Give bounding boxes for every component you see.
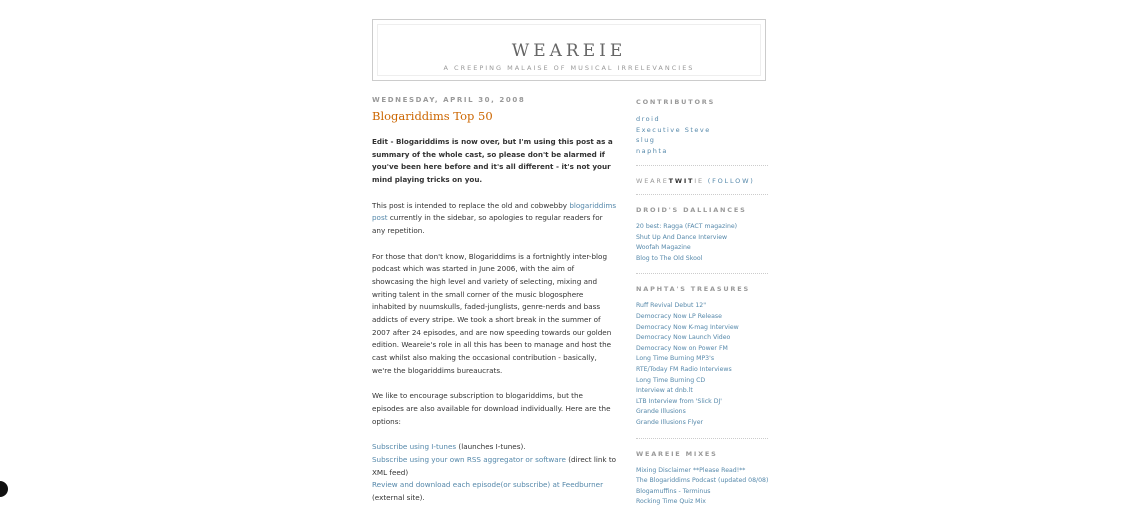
window-corner (0, 481, 8, 497)
naphta-section (636, 285, 768, 438)
twitter-follow-link[interactable]: (FOLLOW) (707, 177, 755, 185)
feedburner-note: (external site). (372, 493, 425, 503)
mix-link[interactable]: Mixing Disclaimer **Please Read!** (636, 466, 746, 474)
naphta-heading: NAPHTA'S TREASURES (636, 285, 750, 294)
mix-link[interactable]: Blogamuffins - Terminus (636, 487, 711, 495)
twitter-prefix: WEARE (636, 177, 669, 185)
mix-link[interactable]: The Blogariddims Podcast (updated 08/08) (636, 477, 768, 485)
droid-link[interactable]: Woofah Magazine (636, 244, 691, 252)
naphta-link[interactable]: RTE/Today FM Radio Interviews (636, 365, 732, 373)
naphta-links (636, 301, 768, 428)
contributors-list (636, 114, 768, 156)
blog-header-inner (377, 24, 761, 76)
blog-header (372, 19, 766, 81)
droid-links (636, 222, 768, 264)
intro-text: This post is intended to replace the old and cobwebby (372, 200, 570, 210)
naphta-link[interactable]: Democracy Now K-mag Interview (636, 323, 739, 331)
post-edit-note: Edit - Blogariddims is now over, but I'm using this post as a summary of the whole cast, so please don't be alarmed if you've been here before and it's all different - it's not your mind playing tricks on you. (372, 137, 613, 185)
twitter-bold: TWIT (668, 177, 695, 185)
naphta-link[interactable]: Ruff Revival Debut 12" (636, 302, 707, 310)
post-date: WEDNESDAY, APRIL 30, 2008 (372, 96, 526, 104)
contributor-link[interactable]: naphta (636, 146, 668, 155)
contributors-heading: CONTRIBUTORS (636, 98, 716, 106)
intro-text-end: currently in the sidebar, so apologies to regular readers for any repetition. (372, 213, 603, 236)
naphta-link[interactable]: Long Time Burning CD (636, 376, 706, 384)
post-body (372, 136, 617, 505)
contributor-link[interactable]: droid (636, 115, 661, 123)
contributor-link[interactable]: slug (636, 136, 656, 144)
mixes-section (636, 450, 768, 508)
post-paragraph: We like to encourage subscription to blogariddims, but the episodes are also available for download individually. Here are the options: (372, 391, 611, 426)
subscribe-itunes-link[interactable]: Subscribe using I-tunes (372, 442, 457, 452)
subscribe-options (372, 441, 617, 505)
naphta-link[interactable]: Grande Illusions (636, 408, 686, 416)
naphta-link[interactable]: Long Time Burning MP3's (636, 355, 715, 363)
droid-link[interactable]: 20 best: Ragga (FACT magazine) (636, 223, 738, 230)
post-title[interactable]: Blogariddims Top 50 (372, 109, 493, 123)
droid-link[interactable]: Shut Up And Dance Interview (636, 233, 728, 241)
naphta-link[interactable]: Democracy Now on Power FM (636, 344, 728, 352)
feedburner-link[interactable]: Review and download each episode(or subscribe) at Feedburner (372, 480, 604, 490)
naphta-link[interactable]: Interview at dnb.lt (636, 387, 693, 395)
droid-section (636, 206, 768, 274)
droid-heading: DROID'S DALLIANCES (636, 206, 747, 214)
blogariddims-post-link[interactable]: blogariddims post (372, 200, 617, 223)
naphta-link[interactable]: Democracy Now Launch Video (636, 334, 731, 342)
post-paragraph: For those that don't know, Blogariddims is a fortnightly inter-blog podcast which was started in June 2006, with the aim of showcasing the high level and variety of selecting, mixing and writing talent in the small corner of the music blogosphere inhabited by nuumskulls, faded-junglists, genre-nerds and bass addicts of every stripe. We took a short break in the summer of 2007 after 24 episodes, and are now speeding towards our golden edition. Weareie's role in all this has been to manage and host the cast whilst also making the occasional contribution - basically, we're the blogariddims bureaucrats. (372, 251, 612, 375)
sidebar (636, 98, 768, 508)
naphta-link[interactable]: Democracy Now LP Release (636, 312, 722, 320)
mixes-heading: WEAREIE MIXES (636, 449, 718, 458)
naphta-link[interactable]: LTB Interview from 'Slick DJ' (636, 397, 722, 405)
blog-title[interactable]: WEAREIE (511, 41, 627, 61)
subscribe-rss-note: (direct link to XML feed) (372, 454, 617, 477)
blog-description: A CREEPING MALAISE OF MUSICAL IRRELEVANCIES (443, 64, 695, 72)
subscribe-rss-link[interactable]: Subscribe using your own RSS aggregator or software (372, 454, 566, 464)
subscribe-itunes-note: (launches I-tunes). (456, 442, 526, 452)
post-intro (372, 200, 617, 238)
contributor-link[interactable]: Executive Steve (636, 125, 711, 134)
twitter-heading (636, 177, 768, 185)
naphta-link[interactable]: Grande Illusions Flyer (636, 418, 704, 426)
droid-link[interactable]: Blog to The Old Skool (636, 254, 703, 262)
mix-link[interactable]: Rocking Time Quiz Mix (636, 498, 706, 506)
main-column (372, 96, 617, 518)
twitter-suffix: IE (694, 177, 708, 185)
contributors-section (636, 98, 768, 166)
twitter-section (636, 177, 768, 195)
mixes-links (636, 466, 768, 508)
